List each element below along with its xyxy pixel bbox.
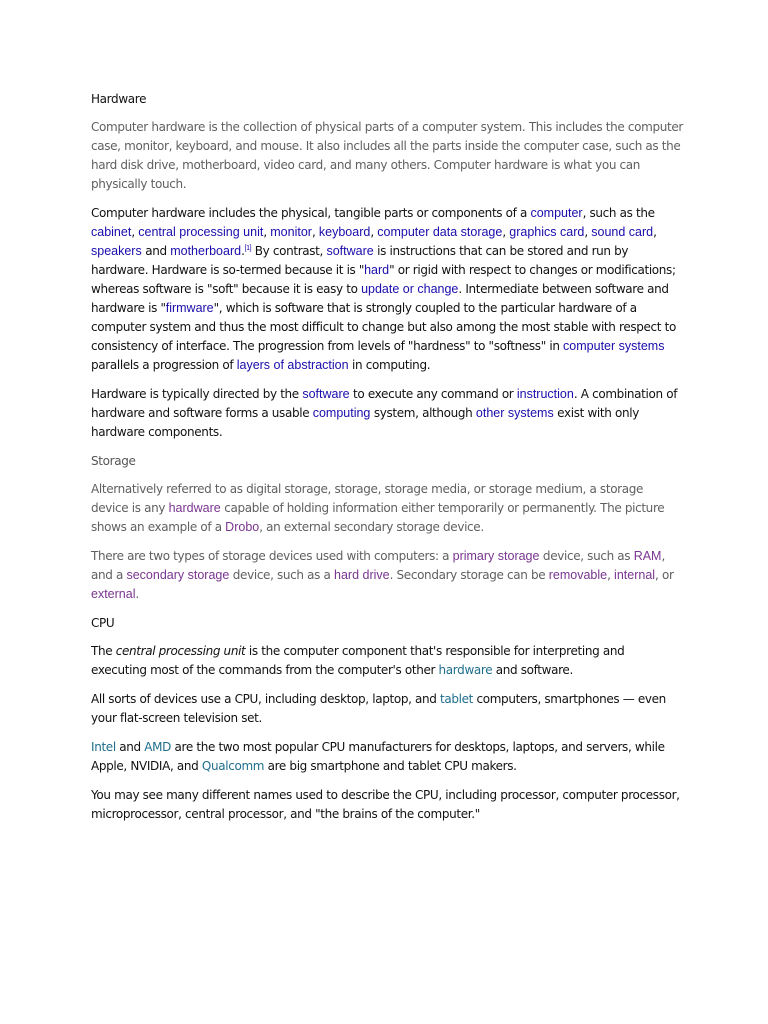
link-keyboard[interactable]: keyboard: [318, 225, 371, 239]
link-monitor[interactable]: monitor: [270, 225, 312, 239]
link-internal[interactable]: internal: [614, 568, 656, 582]
link-computing[interactable]: computing: [312, 406, 371, 420]
text-run: ,: [653, 225, 657, 239]
link-layers-of-abstraction[interactable]: layers of abstraction: [236, 358, 349, 372]
cpu-heading: CPU: [91, 616, 115, 630]
link-software-2[interactable]: software: [302, 387, 350, 401]
text-run: parallels a progression of: [91, 358, 237, 372]
link-other-systems[interactable]: other systems: [475, 406, 554, 420]
text-run: . Secondary storage can be: [389, 568, 549, 582]
text-run: There are two types of storage devices used with computers: a: [91, 549, 453, 563]
link-hardware[interactable]: hardware: [168, 501, 221, 515]
text-run: . Intermediate between software and hardware is ": [91, 282, 669, 315]
text-run: , or: [655, 568, 674, 582]
link-removable[interactable]: removable: [548, 568, 608, 582]
link-qualcomm[interactable]: Qualcomm: [201, 759, 265, 773]
text-run: computers, smartphones — even your flat-screen television set.: [91, 692, 666, 725]
text-run: are the two most popular CPU manufacturers for desktops, laptops, and servers, while Apple, NVIDIA, and: [91, 740, 665, 773]
link-hard-drive[interactable]: hard drive: [334, 568, 390, 582]
cpu-definition-paragraph: [91, 642, 683, 680]
text-run: device, such as a: [229, 568, 334, 582]
link-secondary-storage[interactable]: secondary storage: [126, 568, 230, 582]
cpu-devices-paragraph: [91, 690, 683, 728]
link-computer-systems[interactable]: computer systems: [563, 339, 665, 353]
link-drobo[interactable]: Drobo: [225, 520, 260, 534]
link-speakers[interactable]: speakers: [91, 244, 142, 258]
text-run: , and a: [91, 549, 665, 582]
text-run: to execute any command or: [349, 387, 517, 401]
text-run: Alternatively referred to as digital storage, storage, storage media, or storage medium, a storage device is any: [91, 482, 644, 515]
link-hardware-cpu[interactable]: hardware: [438, 663, 493, 677]
text-run: exist with only hardware components.: [91, 406, 639, 439]
text-run: Computer hardware includes the physical, tangible parts or components of a: [91, 206, 531, 220]
text-run: device, such as: [539, 549, 634, 563]
text-run: ,: [584, 225, 592, 239]
cpu-emphasis: central processing unit: [115, 644, 246, 658]
storage-heading: Storage: [91, 454, 136, 468]
text-run: capable of holding information either temporarily or permanently. The picture shows an example of a: [91, 501, 665, 534]
link-primary-storage[interactable]: primary storage: [452, 549, 540, 563]
text-run: is instructions that can be stored and run by hardware. Hardware is so-termed because it is ": [91, 244, 629, 277]
link-computer[interactable]: computer: [530, 206, 583, 220]
hardware-heading: Hardware: [91, 92, 147, 106]
link-intel[interactable]: Intel: [91, 740, 116, 754]
link-cabinet[interactable]: cabinet: [91, 225, 132, 239]
text-run: , an external secondary storage device.: [259, 520, 484, 534]
link-graphics-card[interactable]: graphics card: [509, 225, 585, 239]
hardware-directed-paragraph: [91, 385, 683, 442]
text-run: in computing.: [348, 358, 431, 372]
link-computer-data-storage[interactable]: computer data storage: [377, 225, 503, 239]
link-hard[interactable]: hard: [364, 263, 390, 277]
hardware-intro-paragraph: Computer hardware is the collection of physical parts of a computer system. This includes the computer case, monitor, keyboard, and mouse. It also includes all the parts inside the computer case, such as the hard disk drive, motherboard, video card, and many others. Computer hardware is what you can physically touch.: [91, 120, 683, 191]
link-motherboard[interactable]: motherboard: [170, 244, 242, 258]
text-run: system, although: [370, 406, 476, 420]
link-software[interactable]: software: [326, 244, 374, 258]
text-run: , such as the: [582, 206, 655, 220]
storage-types-paragraph: [91, 547, 683, 604]
text-run: ,: [263, 225, 271, 239]
reference-1[interactable]: [1]: [244, 245, 252, 252]
text-run: ,: [607, 568, 615, 582]
link-sound-card[interactable]: sound card: [591, 225, 654, 239]
link-instruction[interactable]: instruction: [516, 387, 574, 401]
link-external[interactable]: external: [91, 587, 136, 601]
text-run: The: [91, 644, 116, 658]
link-ram[interactable]: RAM: [633, 549, 662, 563]
storage-definition-paragraph: [91, 480, 683, 537]
text-run: ,: [131, 225, 139, 239]
text-run: and software.: [492, 663, 573, 677]
text-run: ,: [370, 225, 378, 239]
document-body: [91, 90, 683, 834]
text-run: " or rigid with respect to changes or modifications; whereas software is "soft" because it is easy to: [91, 263, 676, 296]
text-run: Hardware is typically directed by the: [91, 387, 303, 401]
hardware-details-paragraph: [91, 204, 683, 375]
text-run: All sorts of devices use a CPU, including desktop, laptop, and: [91, 692, 441, 706]
text-run: is the computer component that's responsible for interpreting and executing most of the commands from the computer's other: [91, 644, 625, 677]
cpu-manufacturers-paragraph: [91, 738, 683, 776]
text-run: . A combination of hardware and software forms a usable: [91, 387, 678, 420]
text-run: .: [241, 244, 245, 258]
link-update-or-change[interactable]: update or change: [361, 282, 459, 296]
link-amd[interactable]: AMD: [144, 740, 172, 754]
link-tablet[interactable]: tablet: [440, 692, 474, 706]
cpu-names-paragraph: You may see many different names used to describe the CPU, including processor, computer processor, microprocessor, central processor, and "the brains of the computer.": [91, 788, 680, 821]
text-run: By contrast,: [251, 244, 327, 258]
link-central-processing-unit[interactable]: central processing unit: [138, 225, 264, 239]
text-run: and: [141, 244, 171, 258]
text-run: and: [115, 740, 145, 754]
text-run: .: [135, 587, 139, 601]
text-run: ,: [502, 225, 510, 239]
link-firmware[interactable]: firmware: [165, 301, 214, 315]
text-run: ", which is software that is strongly coupled to the particular hardware of a computer system and thus the most difficult to change but also among the most stable with respect to consistency of interface. The progression from levels of "hardness" to "softness" in: [91, 301, 676, 353]
text-run: are big smartphone and tablet CPU makers.: [264, 759, 517, 773]
text-run: ,: [311, 225, 319, 239]
